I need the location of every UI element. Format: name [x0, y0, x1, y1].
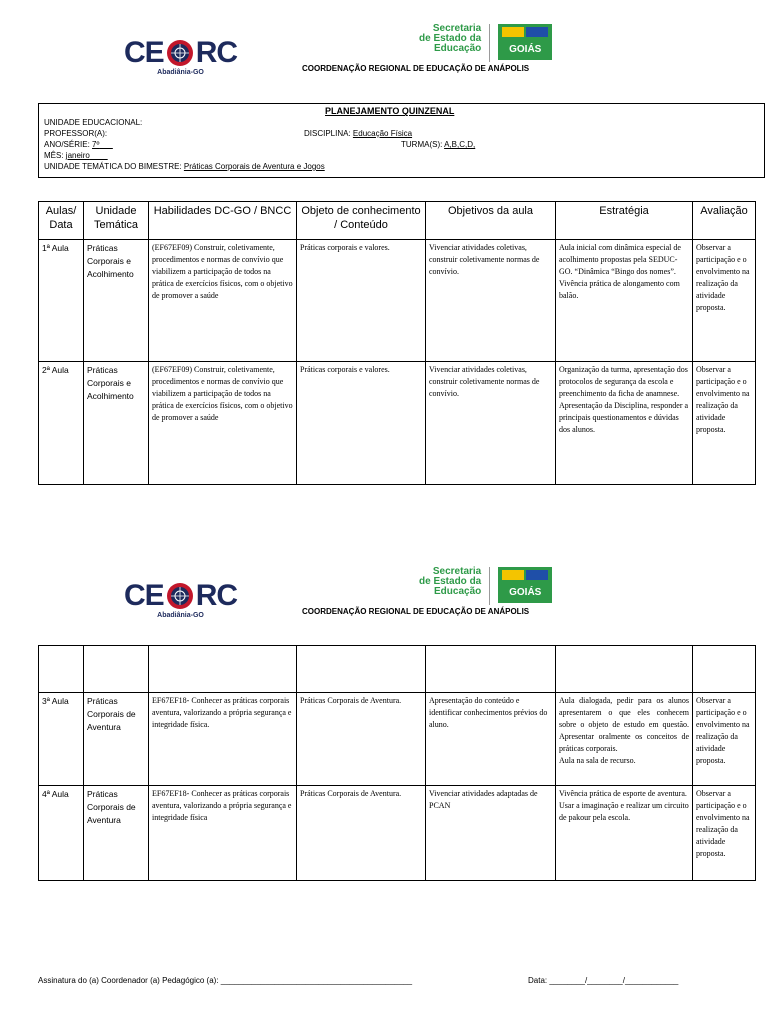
- ceorc-logo: [124, 38, 237, 76]
- header-unidade: Unidade Temática: [84, 202, 149, 240]
- seduc-logo: [419, 567, 552, 605]
- unidade-cell: Práticas Corporais e Acolhimento: [84, 240, 149, 362]
- date-line: Data: ________/________/____________: [528, 976, 679, 985]
- estrategia-cell: Organização da turma, apresentação dos protocolos de segurança da escola e preenchimento da ficha de anamnese. Apresentação da Disciplina, responder a principais questionamentos e dúvidas dos alunos.: [556, 362, 693, 485]
- coordination-title: COORDENAÇÃO REGIONAL DE EDUCAÇÃO DE ANÁPOLIS: [302, 64, 530, 73]
- ceorc-logo-left: CE: [124, 36, 164, 69]
- avaliacao-cell: Observar a participação e o envolvimento na realização da atividade proposta.: [693, 693, 756, 786]
- avaliacao-cell: Observar a participação e o envolvimento na realização da atividade proposta.: [693, 362, 756, 485]
- ceorc-logo-right: RC: [195, 36, 238, 69]
- header-avaliacao: Avaliação: [693, 202, 756, 240]
- turma-value: A,B,C,D,: [444, 140, 476, 149]
- ceorc-logo-right: RC: [195, 579, 238, 612]
- ceorc-subtitle: Abadiânia-GO: [157, 612, 204, 619]
- header-estrategia: Estratégia: [556, 202, 693, 240]
- mes-field: MÊS: janeiro____: [44, 151, 108, 160]
- planning-info-box: [38, 103, 765, 178]
- header-aulas: Aulas/ Data: [39, 202, 84, 240]
- seduc-line-1: Secretaria: [432, 566, 482, 577]
- tema-field: [44, 162, 325, 171]
- objeto-cell: Práticas corporais e valores.: [297, 362, 426, 485]
- seduc-line-3: Educação: [434, 43, 482, 54]
- plan-table-1: [38, 201, 756, 485]
- header-objeto: Objeto de conhecimento / Conteúdo: [297, 202, 426, 240]
- logo-divider: [489, 567, 490, 605]
- seduc-line-1: Secretaria: [432, 23, 482, 34]
- aula-cell: 3ª Aula: [39, 693, 84, 786]
- goias-logo: [498, 567, 552, 603]
- objeto-cell: Práticas Corporais de Aventura.: [297, 786, 426, 881]
- aula-cell: 4ª Aula: [39, 786, 84, 881]
- habilidades-cell: EF67EF18- Conhecer as práticas corporais aventura, valorizando a própria segurança e integridade física.: [149, 693, 297, 786]
- globe-icon: [165, 38, 195, 68]
- seduc-logo: [419, 24, 552, 62]
- table-row: [39, 240, 756, 362]
- table-header-row: [39, 202, 756, 240]
- tema-value: Práticas Corporais de Aventura e Jogos: [183, 162, 325, 171]
- seduc-line-2: de Estado da: [419, 33, 482, 44]
- table-header-row-empty: [39, 646, 756, 693]
- turma-field: [401, 140, 475, 149]
- ceorc-logo: [124, 581, 237, 619]
- header-habilidades: Habilidades DC-GO / BNCC: [149, 202, 297, 240]
- objeto-cell: Práticas corporais e valores.: [297, 240, 426, 362]
- avaliacao-cell: Observar a participação e o envolvimento na realização da atividade proposta.: [693, 240, 756, 362]
- mes-label: MÊS:: [44, 151, 64, 160]
- estrategia-cell: Vivência prática de esporte de aventura. Usar a imaginação e realizar um circuito de pakour pela escola.: [556, 786, 693, 881]
- seduc-line-3: Educação: [434, 586, 482, 597]
- estrategia-text: Aula dialogada, pedir para os alunos apresentarem o que eles conhecem sobre o objeto de estudo em questão. Apresentar oralmente os conceitos de práticas corporais.: [559, 696, 689, 753]
- unidade-cell: Práticas Corporais e Acolhimento: [84, 362, 149, 485]
- mes-value: janeiro: [65, 151, 90, 160]
- estrategia-cell: [556, 693, 693, 786]
- coordination-title: COORDENAÇÃO REGIONAL DE EDUCAÇÃO DE ANÁPOLIS: [302, 607, 530, 616]
- disciplina-value: Educação Física: [352, 129, 413, 138]
- aula-cell: 2ª Aula: [39, 362, 84, 485]
- unidade-label: UNIDADE EDUCACIONAL:: [44, 118, 143, 127]
- ceorc-subtitle: Abadiânia-GO: [157, 69, 204, 76]
- header-objetivos: Objetivos da aula: [426, 202, 556, 240]
- table-row: [39, 693, 756, 786]
- professor-label: PROFESSOR(A):: [44, 129, 108, 138]
- plan-table-2: [38, 645, 756, 881]
- globe-icon: [165, 581, 195, 611]
- ano-label: ANO/SÉRIE:: [44, 140, 90, 149]
- disciplina-label: DISCIPLINA:: [304, 129, 351, 138]
- ano-value: 7º: [92, 140, 100, 149]
- goias-logo: [498, 24, 552, 60]
- objetivos-cell: Vivenciar atividades coletivas, construir coletivamente normas de convívio.: [426, 362, 556, 485]
- disciplina-field: [304, 129, 412, 138]
- seduc-line-2: de Estado da: [419, 576, 482, 587]
- signature-line: Assinatura do (a) Coordenador (a) Pedagógico (a): ___________________________________________: [38, 976, 413, 985]
- objetivos-cell: Vivenciar atividades coletivas, construir coletivamente normas de convívio.: [426, 240, 556, 362]
- objeto-cell: Práticas Corporais de Aventura.: [297, 693, 426, 786]
- estrategia-extra: Aula na sala de recurso.: [559, 756, 636, 765]
- tema-label: UNIDADE TEMÁTICA DO BIMESTRE:: [44, 162, 182, 171]
- avaliacao-cell: Observar a participação e o envolvimento na realização da atividade proposta.: [693, 786, 756, 881]
- estrategia-cell: Aula inicial com dinâmica especial de acolhimento propostas pela SEDUC-GO. “Dinâmica “Bingo dos nomes”. Vivência prática de alongamento com balão.: [556, 240, 693, 362]
- habilidades-cell: EF67EF18- Conhecer as práticas corporais aventura, valorizando a própria segurança e integridade física: [149, 786, 297, 881]
- goias-logo-text: GOIÁS: [509, 44, 542, 55]
- table-row: [39, 786, 756, 881]
- logo-divider: [489, 24, 490, 62]
- objetivos-cell: Vivenciar atividades adaptadas de PCAN: [426, 786, 556, 881]
- planning-title: PLANEJAMENTO QUINZENAL: [325, 106, 455, 116]
- aula-cell: 1ª Aula: [39, 240, 84, 362]
- unidade-cell: Práticas Corporais de Aventura: [84, 786, 149, 881]
- habilidades-cell: (EF67EF09) Construir, coletivamente, procedimentos e normas de convívio que viabilizem a participação de todos na prática de exercícios físicos, com o objetivo de promover a saúde: [149, 362, 297, 485]
- ceorc-logo-left: CE: [124, 579, 164, 612]
- habilidades-cell: (EF67EF09) Construir, coletivamente, procedimentos e normas de convívio que viabilizem a participação de todos na prática de exercícios físicos, com o objetivo de promover a saúde: [149, 240, 297, 362]
- turma-label: TURMA(S):: [401, 140, 443, 149]
- table-row: [39, 362, 756, 485]
- ano-field: ANO/SÉRIE: 7º___: [44, 140, 113, 149]
- objetivos-cell: Apresentação do conteúdo e identificar conhecimentos prévios do aluno.: [426, 693, 556, 786]
- unidade-cell: Práticas Corporais de Aventura: [84, 693, 149, 786]
- goias-logo-text: GOIÁS: [509, 587, 542, 598]
